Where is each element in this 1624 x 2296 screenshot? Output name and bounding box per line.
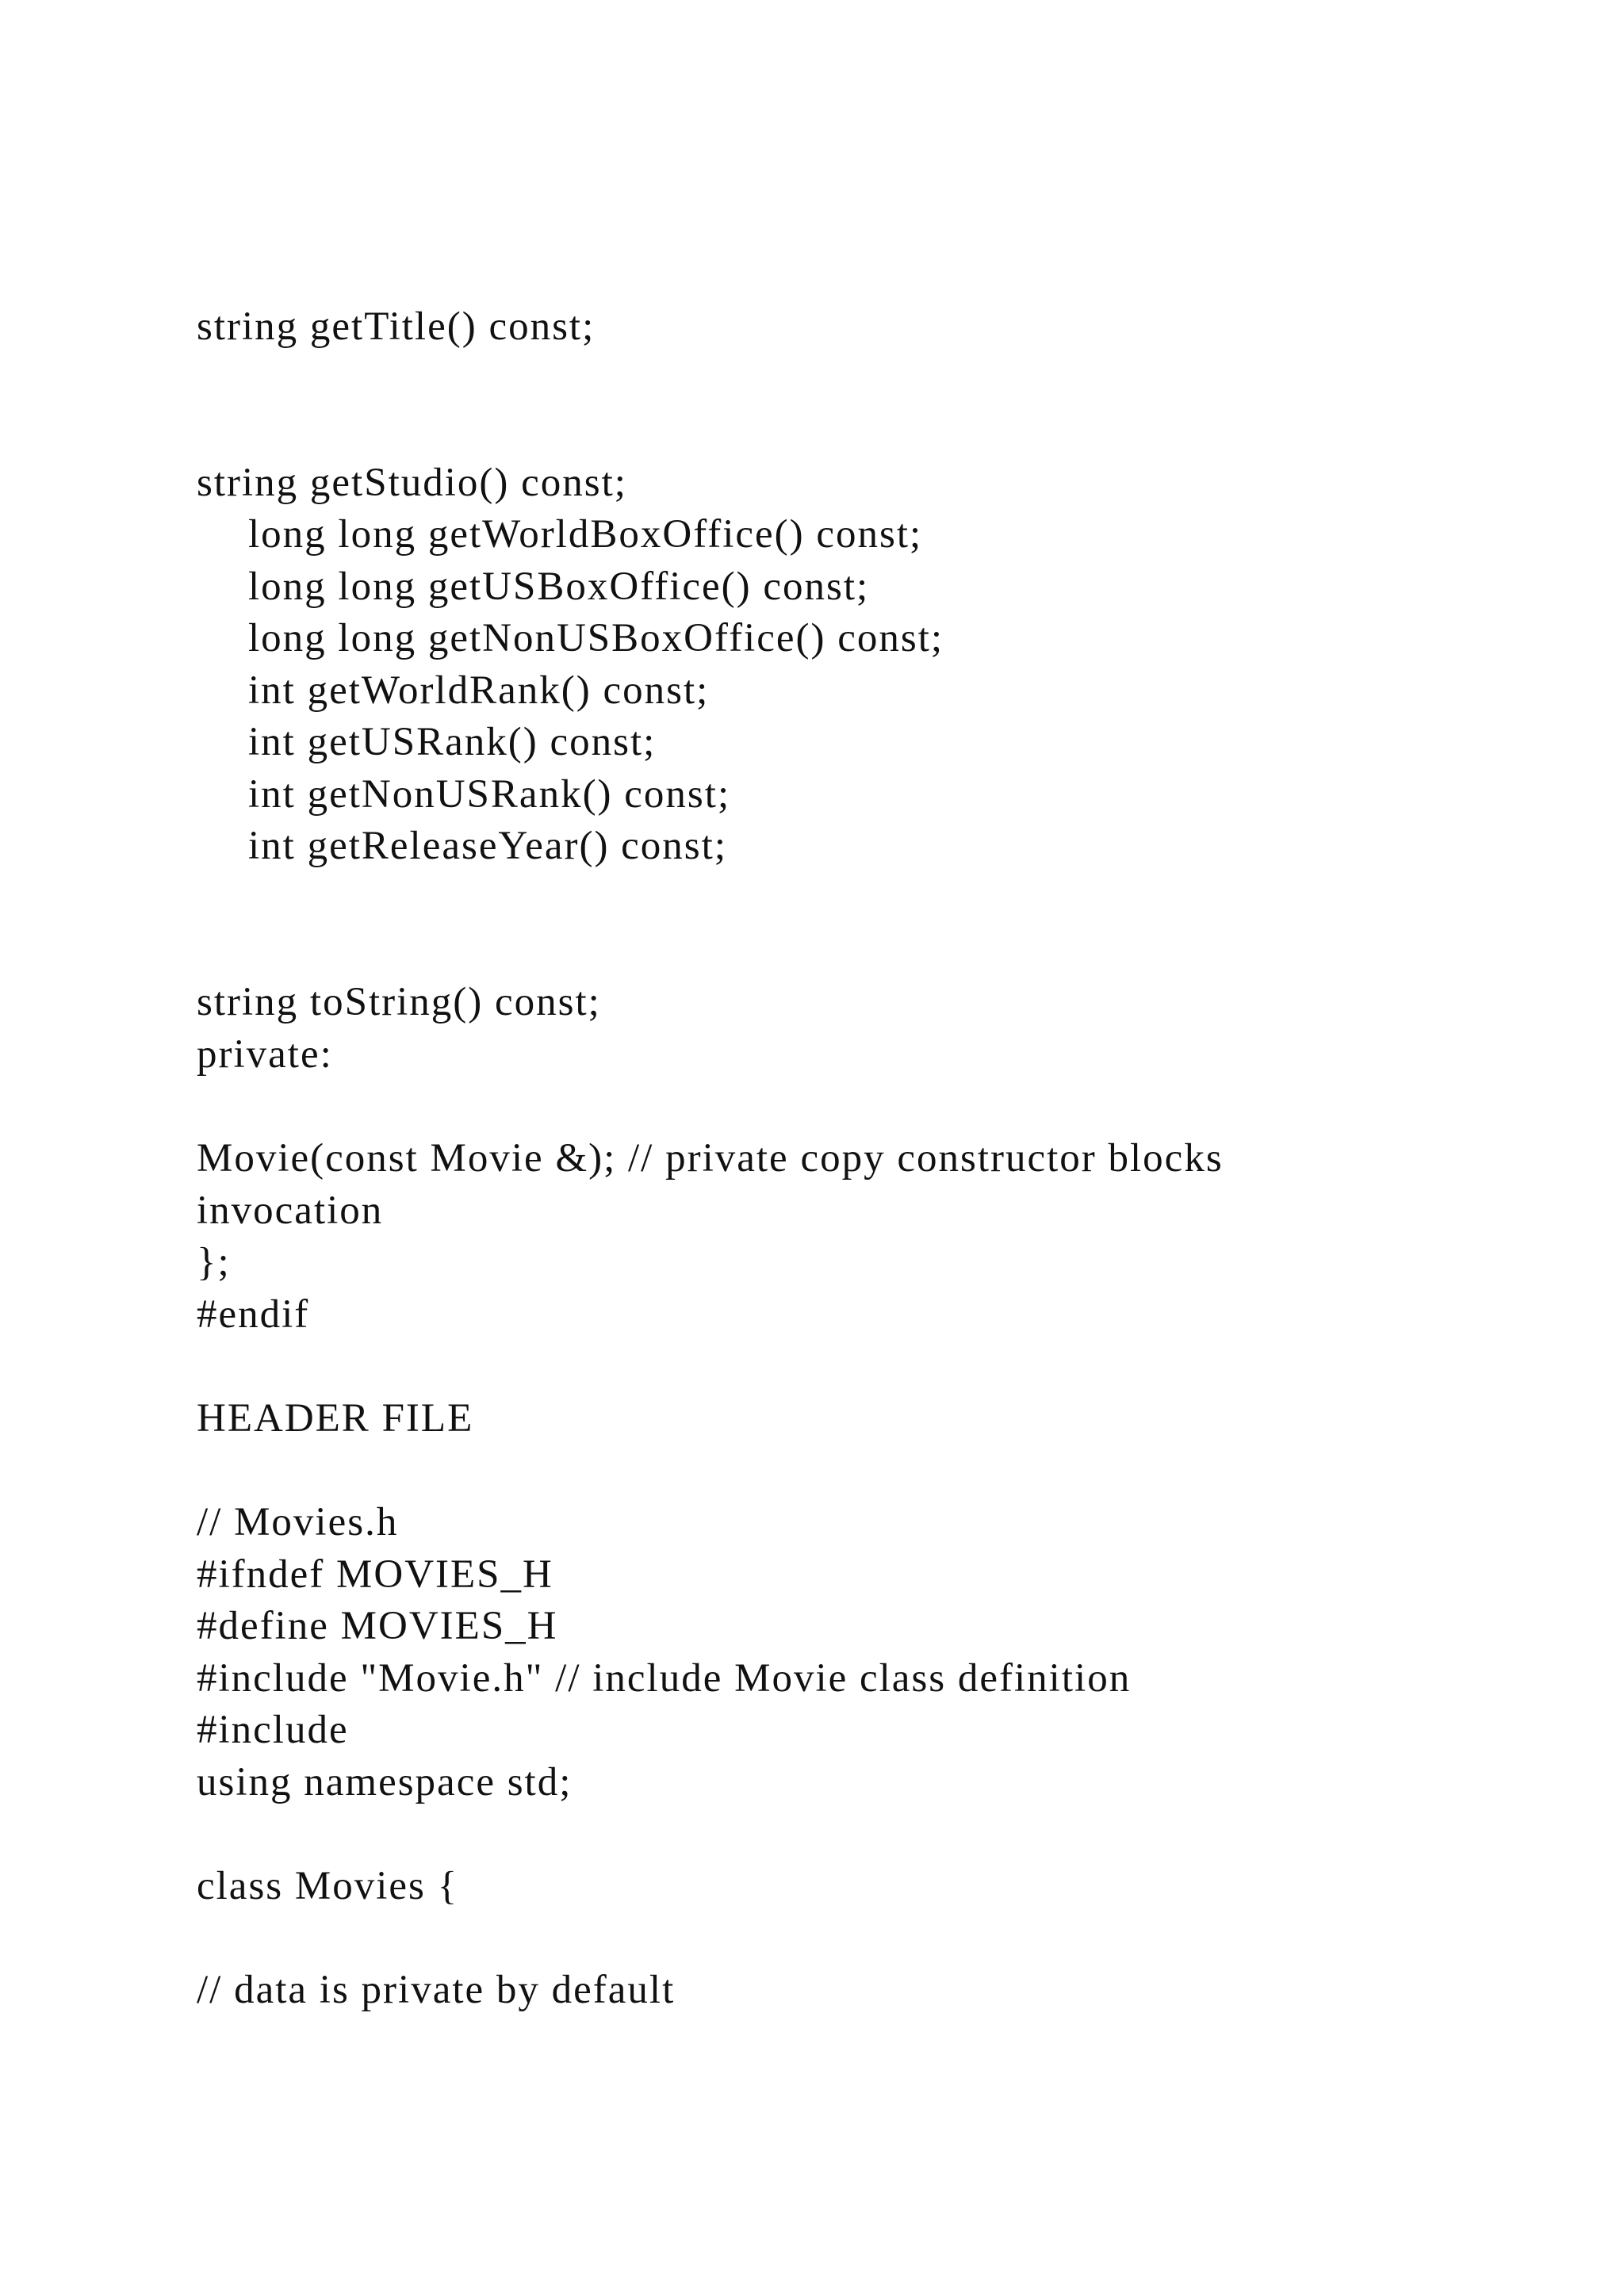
code-line: long long getNonUSBoxOffice() const; [248,616,944,660]
code-line: #define MOVIES_H [197,1604,558,1648]
code-line: #ifndef MOVIES_H [197,1552,553,1597]
code-line: string getStudio() const; [197,461,627,505]
code-line: class Movies { [197,1864,459,1908]
code-line: private: [197,1032,333,1077]
code-line: int getReleaseYear() const; [248,824,727,868]
code-line: // Movies.h [197,1500,399,1544]
code-line: }; [197,1240,231,1284]
section-heading: HEADER FILE [197,1396,474,1441]
code-line: #include "Movie.h" // include Movie class definition [197,1656,1132,1701]
code-line: string getTitle() const; [197,304,596,349]
code-line: int getUSRank() const; [248,720,657,764]
code-line: Movie(const Movie &); // private copy constructor blocks [197,1136,1224,1181]
code-line: #include [197,1708,349,1752]
code-line: #endif [197,1292,310,1337]
code-line: string toString() const; [197,980,601,1024]
code-line: long long getUSBoxOffice() const; [248,564,870,609]
code-line: // data is private by default [197,1968,676,2012]
code-line: using namespace std; [197,1760,573,1804]
code-line: long long getWorldBoxOffice() const; [248,512,923,557]
code-line: invocation [197,1188,384,1233]
code-line: int getWorldRank() const; [248,668,710,713]
code-line: int getNonUSRank() const; [248,772,731,817]
